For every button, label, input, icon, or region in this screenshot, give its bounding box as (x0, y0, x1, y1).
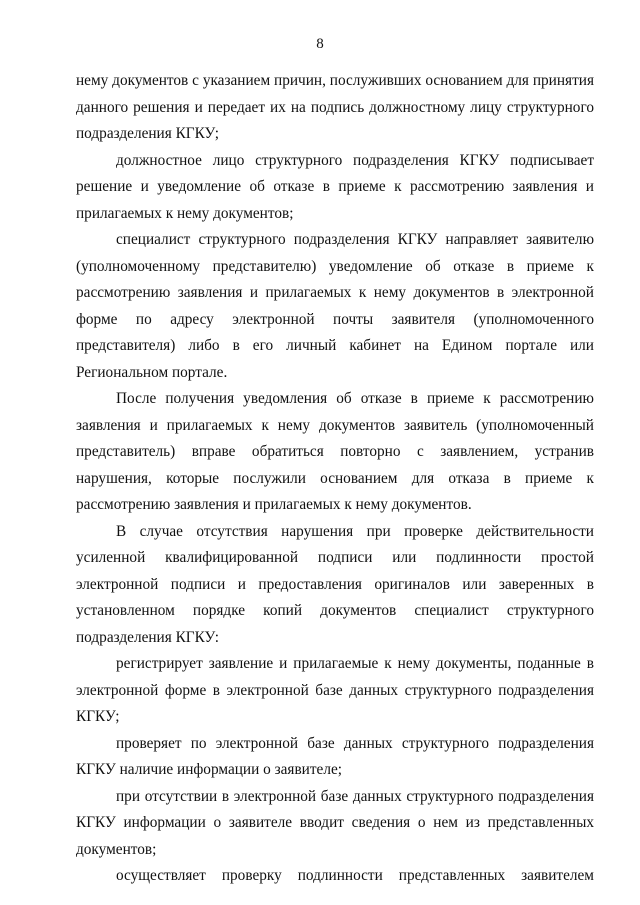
paragraph-checks-database: проверяет по электронной базе данных структурного подразделения КГКУ наличие информации о заявителе; (76, 734, 594, 778)
paragraph-enters-data: при отсутствии в электронной базе данных структурного подразделения КГКУ информации о заявителе вводит сведения о нем из представленных документов; (76, 787, 594, 858)
paragraph-no-violations: В случае отсутствия нарушения при проверке действительности усиленной квалифицированной подписи или подлинности простой электронной подписи и предоставления оригиналов или заверенных в установленном порядке копий документов специалист структурного подразделения КГКУ: (76, 522, 594, 646)
paragraph-registers: регистрирует заявление и прилагаемые к нему документы, поданные в электронной форме в электронной базе данных структурного подразделения КГКУ; (76, 655, 594, 725)
paragraph-reapply: После получения уведомления об отказе в приеме к рассмотрению заявления и прилагаемых к нему документов заявитель (уполномоченный представитель) вправе обратиться повторно с заявлением, устранив нарушения, которые послужили основанием для отказа в приеме к рассмотрению заявления и прилагаемых к нему документов. (76, 390, 594, 513)
paragraph-official-signs: должностное лицо структурного подразделения КГКУ подписывает решение и уведомление об отказе в приеме к рассмотрению заявления и прилагаемых к нему документов; (76, 151, 594, 222)
paragraph-verifies: осуществляет проверку подлинности представленных заявителем (116, 867, 594, 884)
paragraph-continuation: нему документов с указанием причин, послуживших основанием для принятия данного решения и передает их на подпись должностному лицу структурного подразделения КГКУ; (76, 72, 594, 142)
document-body (76, 68, 594, 890)
paragraph-specialist-sends-notice: специалист структурного подразделения КГКУ направляет заявителю (уполномоченному представителю) уведомление об отказе в приеме к рассмотрению заявления и прилагаемых к нему документов в электронной форме по адресу электронной почты заявителя (уполномоченного представителя) либо в его личный кабинет на Едином портале или Региональном портале. (76, 231, 594, 381)
page-number: 8 (316, 36, 324, 52)
